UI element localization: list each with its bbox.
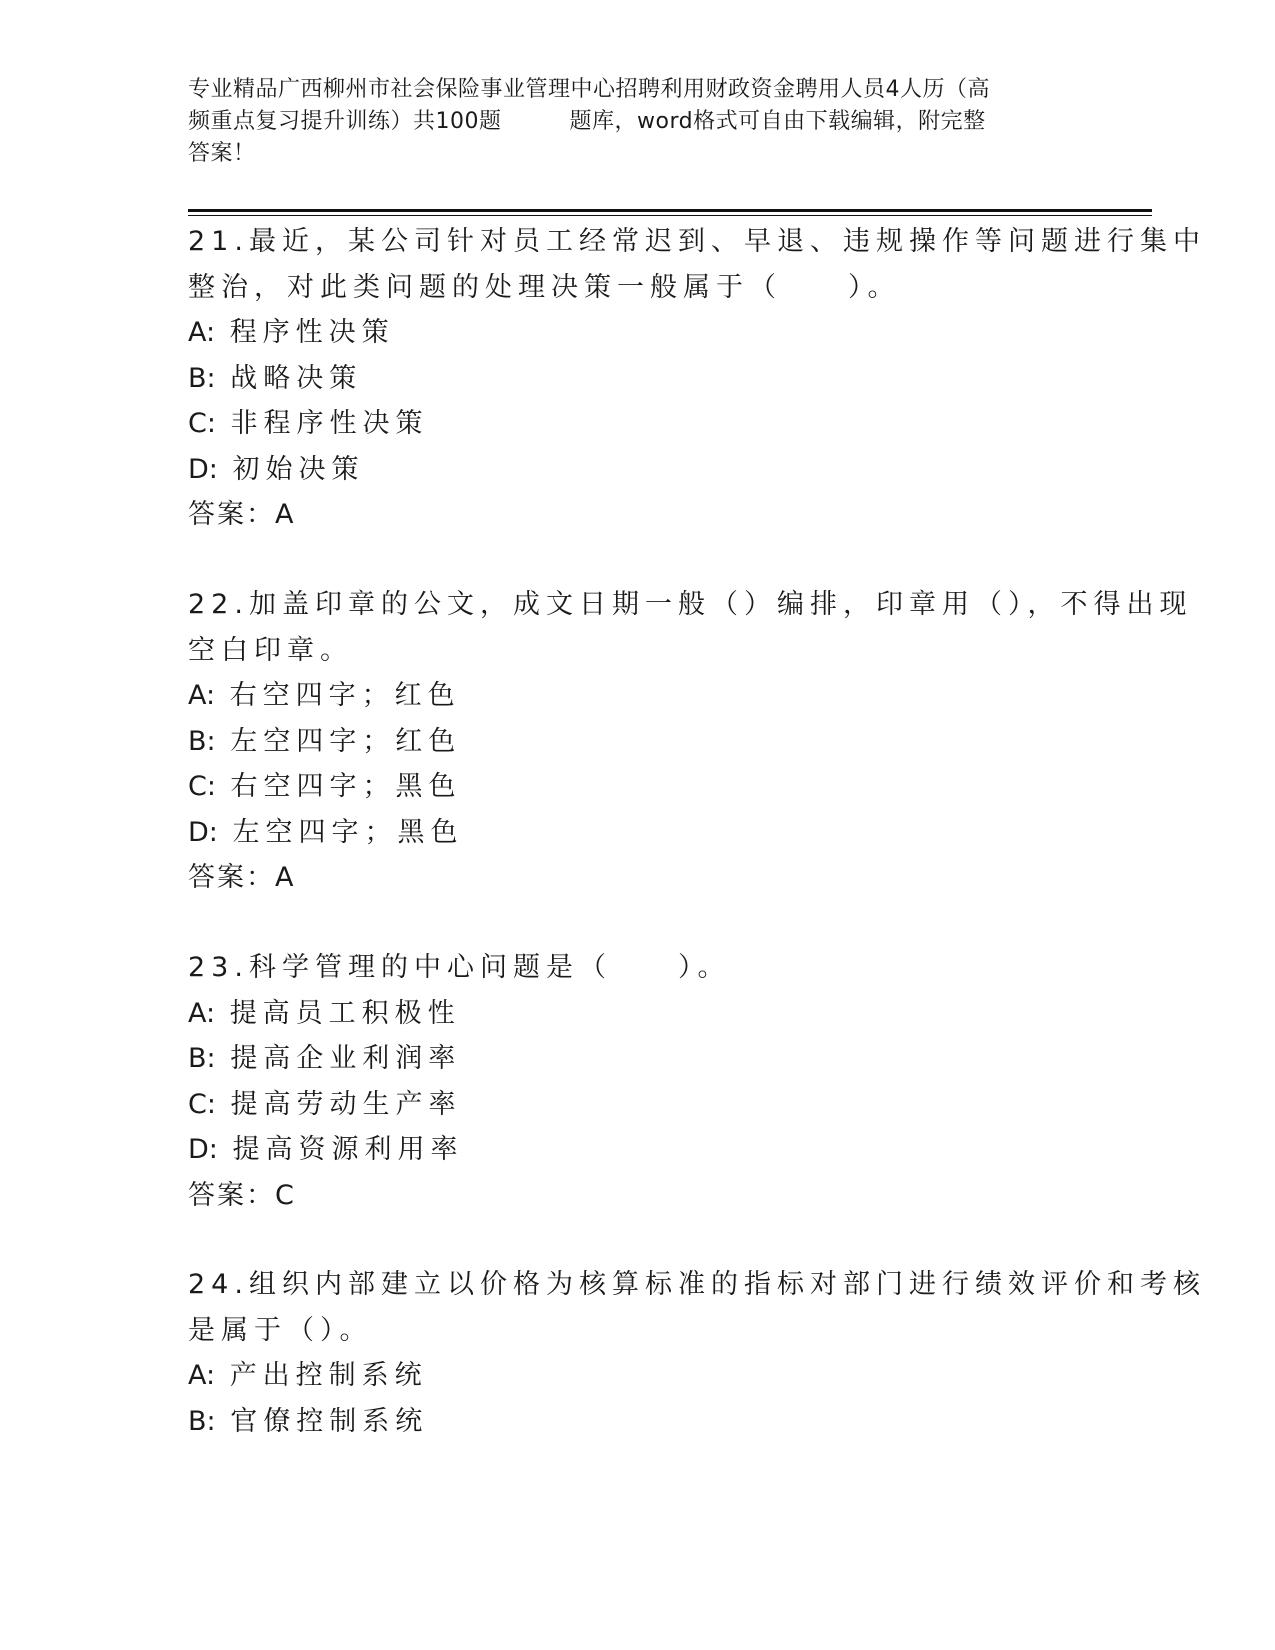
question-stem-line: 整治，对此类问题的处理决策一般属于（ ）。 (188, 271, 901, 303)
question-22 (188, 582, 1193, 901)
option-c (188, 1082, 1088, 1128)
option-text: 官僚控制系统 (230, 1405, 429, 1437)
option-text: 右空四字；黑色 (230, 771, 462, 802)
option-text: 左空四字；红色 (230, 725, 462, 757)
option-text: 右空四字；红色 (229, 680, 461, 711)
answer-label: 答案：C (188, 1179, 296, 1211)
question-21 (188, 219, 1206, 538)
option-a (188, 991, 1088, 1037)
header-line-2-part-1: 频重点复习提升训练）共100题 (188, 109, 502, 134)
answer-label: 答案：A (188, 499, 296, 530)
option-a (188, 1353, 1088, 1399)
question-stem-line: 空白印章。 (188, 634, 353, 666)
option-text: 提高劳动生产率 (230, 1088, 462, 1120)
header-divider-thick (188, 209, 1152, 212)
option-letter: B: (188, 1043, 216, 1074)
question-stem-line: 24.组织内部建立以价格为核算标准的指标对部门进行绩效评价和考核 (188, 1269, 1206, 1300)
option-a (188, 673, 1088, 719)
option-letter: A: (188, 317, 216, 348)
option-letter: C: (188, 408, 216, 439)
answer-label: 答案：A (188, 862, 296, 893)
option-text: 提高资源利用率 (232, 1134, 464, 1165)
option-letter: B: (188, 725, 216, 757)
question-stem-line: 是属于（）。 (188, 1314, 373, 1346)
option-letter: A: (188, 997, 216, 1029)
option-d (188, 1127, 1088, 1173)
header-divider-thin (188, 215, 1152, 216)
option-text: 初始决策 (232, 453, 365, 485)
question-stem-line: 21.最近，某公司针对员工经常迟到、早退、违规操作等问题进行集中 (188, 226, 1206, 257)
option-b (188, 1036, 1088, 1082)
option-text: 提高员工积极性 (229, 997, 461, 1029)
header-line-2 (188, 106, 1088, 138)
option-letter: A: (188, 1360, 216, 1391)
option-text: 战略决策 (230, 362, 363, 394)
option-letter: A: (188, 680, 216, 711)
option-letter: D: (188, 1134, 218, 1165)
option-d (188, 447, 1088, 493)
header-line-3: 答案！ (188, 141, 256, 166)
option-text: 左空四字；黑色 (232, 816, 464, 848)
question-stem-line: 23.科学管理的中心问题是（ ）。 (188, 952, 731, 983)
header-line-2-part-2: 题库，word格式可自由下载编辑，附完整 (569, 109, 986, 134)
question-24 (188, 1262, 1206, 1444)
option-letter: C: (188, 771, 216, 802)
document-header (188, 74, 1088, 170)
option-b (188, 1399, 1088, 1445)
option-text: 非程序性决策 (230, 408, 429, 439)
option-text: 提高企业利润率 (230, 1043, 462, 1074)
question-stem-line: 22.加盖印章的公文，成文日期一般（）编排，印章用（），不得出现 (188, 589, 1193, 620)
option-letter: C: (188, 1088, 216, 1120)
option-b (188, 356, 1088, 402)
option-letter: B: (188, 1405, 216, 1437)
option-letter: D: (188, 816, 218, 848)
option-a (188, 310, 1088, 356)
option-b (188, 719, 1088, 765)
option-text: 程序性决策 (229, 317, 395, 348)
header-line-1: 专业精品广西柳州市社会保险事业管理中心招聘利用财政资金聘用人员4人历（高 (188, 77, 990, 102)
option-c (188, 764, 1088, 810)
option-letter: D: (188, 453, 218, 485)
option-c (188, 401, 1088, 447)
option-letter: B: (188, 362, 216, 394)
option-d (188, 810, 1088, 856)
question-23 (188, 945, 1088, 1218)
option-text: 产出控制系统 (229, 1360, 428, 1391)
